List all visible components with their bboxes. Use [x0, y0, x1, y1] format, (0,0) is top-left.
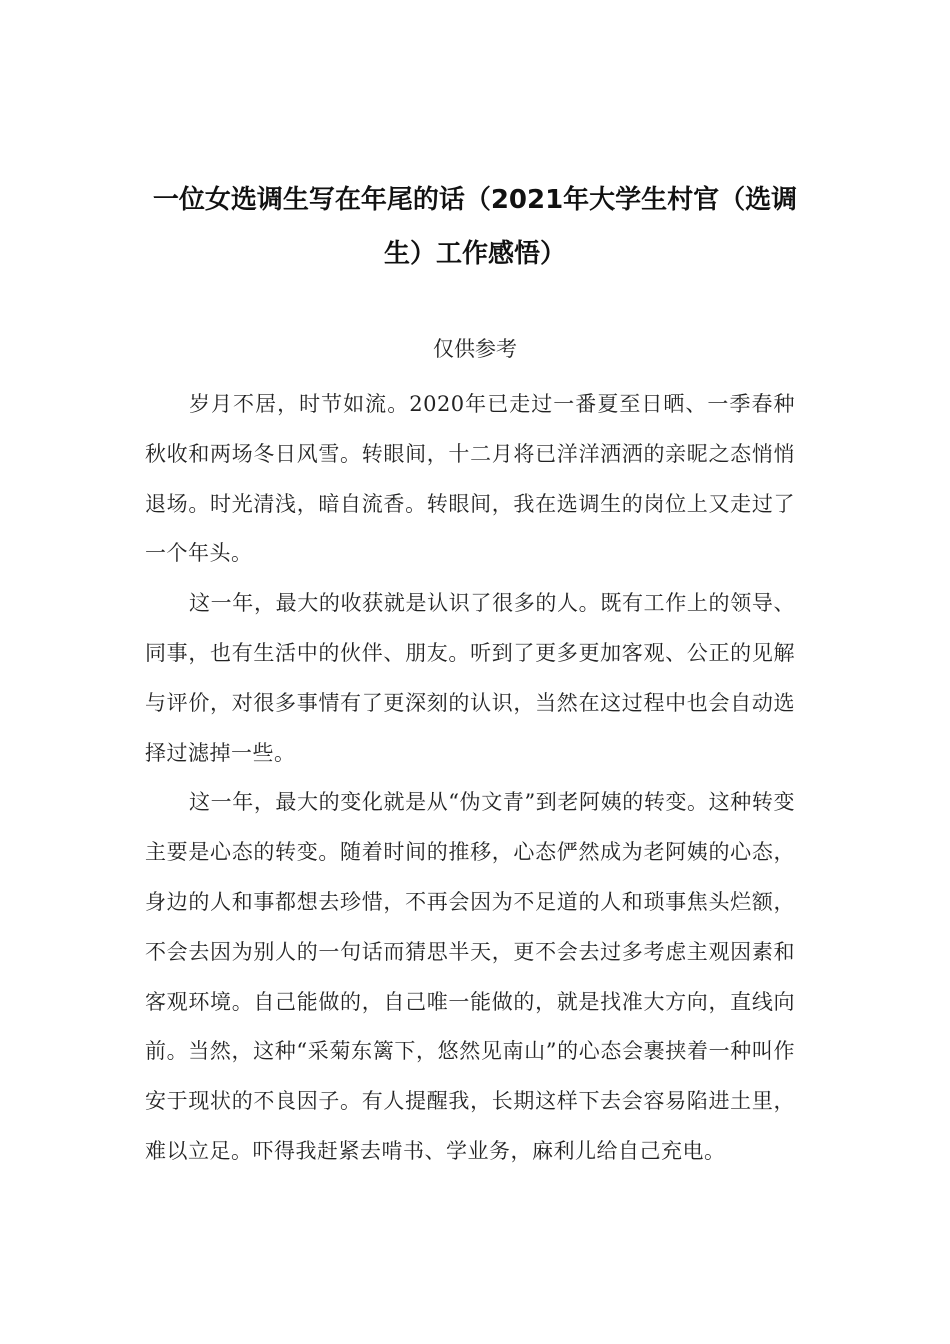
document-body [145, 380, 795, 1177]
paragraph: 这一年，最大的变化就是从“伪文青”到老阿姨的转变。这种转变主要是心态的转变。随着时间的推移，心态俨然成为老阿姨的心态，身边的人和事都想去珍惜，不再会因为不足道的人和琐事焦头烂额，不会去因为别人的一句话而猜思半天，更不会去过多考虑主观因素和客观环境。自己能做的，自己唯一能做的，就是找准大方向，直线向前。当然，这种“采菊东篱下，悠然见南山”的心态会裹挟着一种叫作安于现状的不良因子。有人提醒我，长期这样下去会容易陷进土里，难以立足。吓得我赶紧去啃书、学业务，麻利儿给自己充电。 [145, 790, 795, 1163]
paragraph: 这一年，最大的收获就是认识了很多的人。既有工作上的领导、同事，也有生活中的伙伴、朋友。听到了更多更加客观、公正的见解与评价，对很多事情有了更深刻的认识，当然在这过程中也会自动选择过滤掉一些。 [145, 591, 795, 765]
document-title: 一位女选调生写在年尾的话（2021年大学生村官（选调生）工作感悟） [152, 185, 798, 269]
document-subtitle: 仅供参考 [433, 337, 517, 361]
paragraph: 岁月不居，时节如流。2020年已走过一番夏至日晒、一季春种秋收和两场冬日风雪。转眼间，十二月将已洋洋洒洒的亲昵之态悄悄退场。时光清浅，暗自流香。转眼间，我在选调生的岗位上又走过了一个年头。 [145, 392, 795, 566]
